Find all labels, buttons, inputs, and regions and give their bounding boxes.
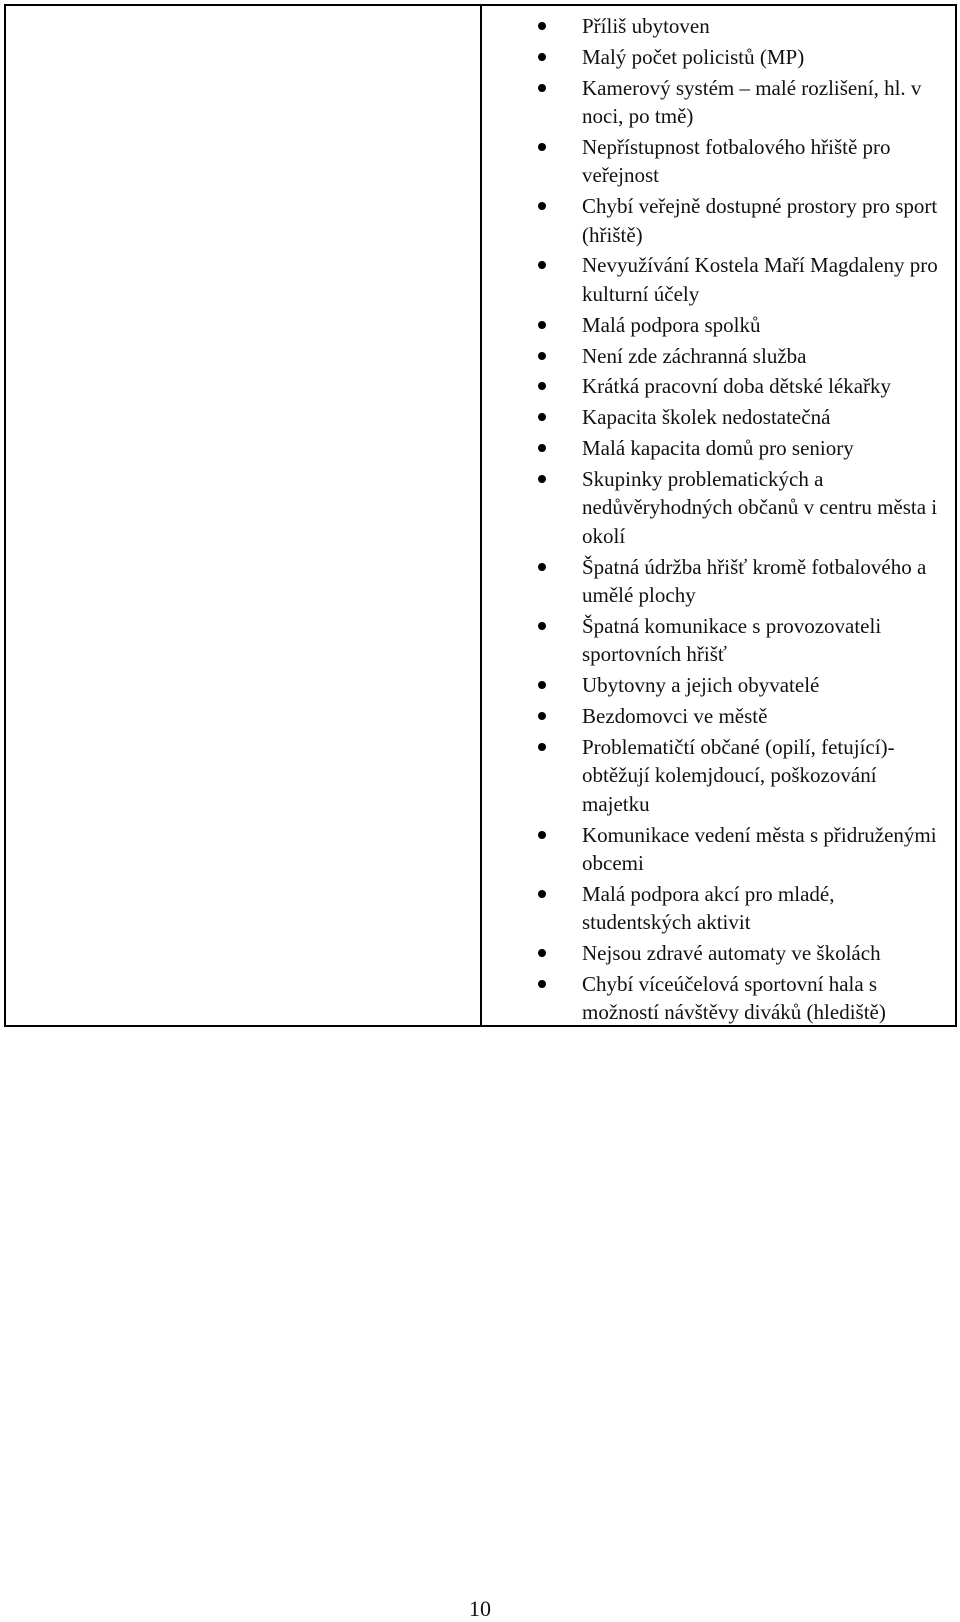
bullet-icon [538,980,546,988]
table-left-cell [6,6,482,1025]
bullet-icon [538,831,546,839]
bullet-icon [538,53,546,61]
bullet-icon [538,321,546,329]
bullet-icon [538,712,546,720]
list-item [482,12,955,41]
list-item [482,342,955,371]
list-item-text: Krátká pracovní doba dětské lékařky [582,374,892,399]
list-item-text: Malá kapacita domů pro seniory [582,435,854,460]
list-item-text: Malý počet policistů (MP) [582,44,805,69]
bullet-icon [538,681,546,689]
bullet-icon [538,413,546,421]
document-table [4,4,957,1027]
bullet-icon [538,84,546,92]
list-item-text: Chybí veřejně dostupné prostory pro sport (hřiště) [582,194,938,247]
list-item-text: Malá podpora akcí pro mladé, studentských aktivit [582,881,835,935]
bullet-icon [538,622,546,630]
list-item-text: Příliš ubytoven [582,14,710,38]
bullet-icon [538,444,546,452]
list-item [482,821,955,878]
table-right-cell [482,6,955,1025]
bullet-icon [538,890,546,898]
page-number: 10 [469,1596,491,1621]
list-item-text: Nepřístupnost fotbalového hřiště pro veřejnost [582,134,891,188]
list-item [482,133,955,190]
bullet-icon [538,261,546,269]
list-item [482,733,955,819]
list-item [482,403,955,432]
list-item [482,880,955,937]
list-item-text: Špatná komunikace s provozovateli sportovních hřišť [582,613,882,667]
bullet-icon [538,143,546,151]
list-item [482,372,955,401]
bullet-icon [538,202,546,210]
list-item-text: Chybí víceúčelová sportovní hala s možností návštěvy diváků (hlediště) [582,971,886,1025]
list-item-text: Kapacita školek nedostatečná [582,405,831,430]
list-item [482,702,955,731]
list-item-text: Problematičtí občané (opilí, fetující)- obtěžují kolemjdoucí, poškozování majetku [582,734,895,816]
list-item-text: Komunikace vedení města s přidruženými obcemi [582,822,937,876]
list-item [482,74,955,131]
bullet-icon [538,475,546,483]
list-item-text: Nejsou zdravé automaty ve školách [582,941,881,966]
list-item [482,465,955,551]
list-item-text: Nevyužívání Kostela Maří Magdaleny pro kulturní účely [582,253,938,306]
list-item [482,251,955,308]
list-item-text: Malá podpora spolků [582,312,761,337]
list-item [482,612,955,669]
list-item-text: Skupinky problematických a nedůvěryhodných občanů v centru města i okolí [582,466,938,548]
list-item-text: Kamerový systém – malé rozlišení, hl. v noci, po tmě) [582,75,922,129]
list-item-text: Není zde záchranná služba [582,343,807,368]
bullet-icon [538,352,546,360]
bullet-icon [538,743,546,751]
bullet-icon [538,22,546,30]
list-item-text: Špatná údržba hřišť kromě fotbalového a umělé plochy [582,554,927,608]
list-item [482,43,955,72]
list-item [482,939,955,968]
list-item-text: Ubytovny a jejich obyvatelé [582,673,820,698]
list-item [482,970,955,1027]
list-item [482,671,955,700]
list-item-text: Bezdomovci ve městě [582,703,768,728]
issue-list [482,12,955,1029]
bullet-icon [538,563,546,571]
bullet-icon [538,949,546,957]
list-item [482,311,955,340]
list-item [482,192,955,249]
list-item [482,434,955,463]
list-item [482,553,955,610]
bullet-icon [538,382,546,390]
